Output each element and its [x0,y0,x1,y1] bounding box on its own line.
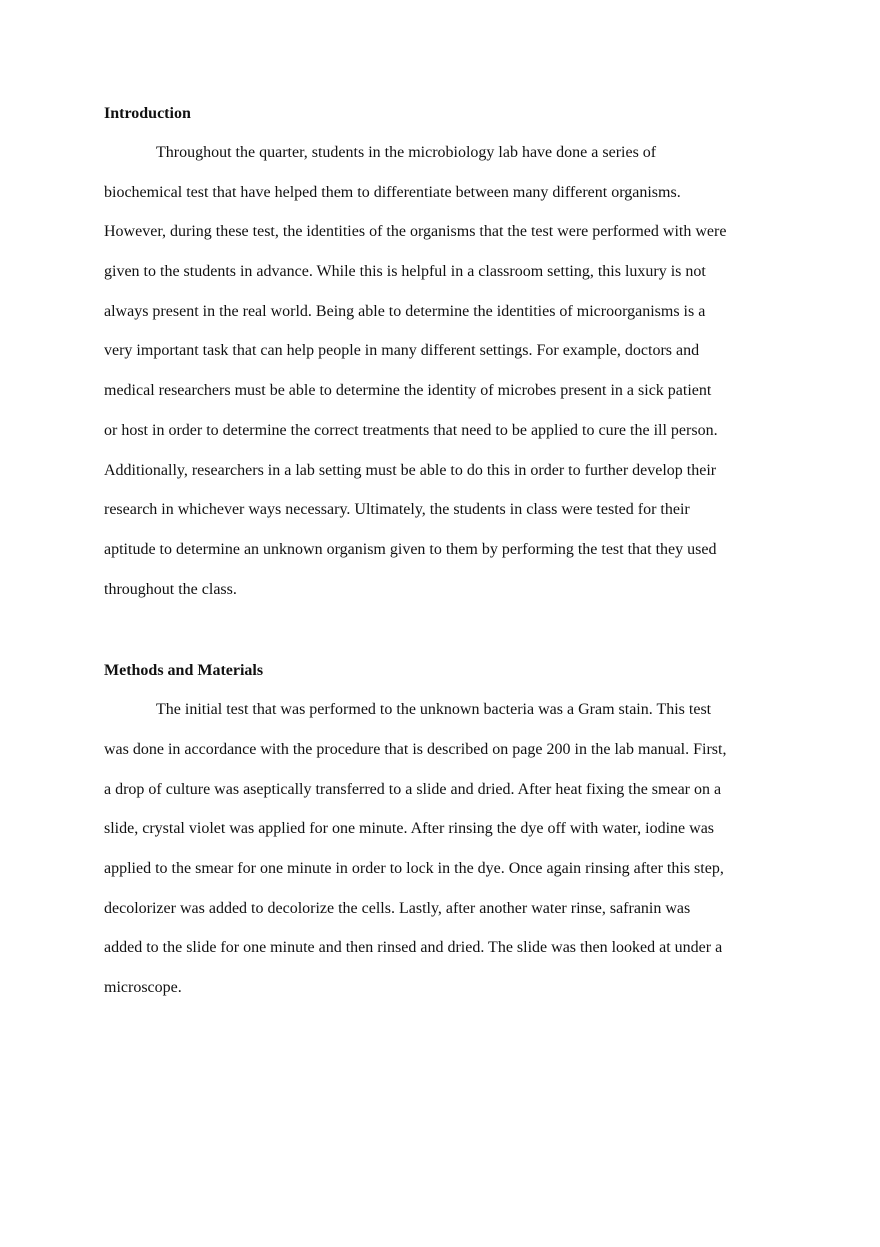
text-line: very important task that can help people in many different settings. For example, doctors and [104,342,700,360]
text-line: always present in the real world. Being able to determine the identities of microorganisms is a [104,302,706,320]
text-line: Throughout the quarter, students in the microbiology lab have done a series of [156,144,657,161]
text-line: biochemical test that have helped them to differentiate between many different organisms. [104,183,681,201]
text-line: The initial test that was performed to the unknown bacteria was a Gram stain. This test [156,701,712,719]
text-line: was done in accordance with the procedure that is described on page 200 in the lab manual. First, [104,740,727,758]
text-line: applied to the smear for one minute in order to lock in the dye. Once again rinsing after this step, [104,860,724,877]
text-line: given to the students in advance. While this is helpful in a classroom setting, this luxury is not [104,263,706,281]
text-line: slide, crystal violet was applied for one minute. After rinsing the dye off with water, iodine was [104,820,715,838]
section-heading: Methods and Materials [104,662,264,680]
text-line: or host in order to determine the correct treatments that need to be applied to cure the ill person. [104,421,718,439]
text-line: aptitude to determine an unknown organism given to them by performing the test that they used [104,540,717,558]
text-line: Additionally, researchers in a lab setting must be able to do this in order to further develop their [104,461,717,479]
text-line: throughout the class. [104,580,237,598]
document-body [104,102,780,1016]
section-methods-and-materials [104,659,780,1016]
paragraph [104,126,780,617]
section-introduction [104,102,780,617]
text-line: added to the slide for one minute and then rinsed and dried. The slide was then looked at under a [104,939,723,957]
text-line: research in whichever ways necessary. Ultimately, the students in class were tested for their [104,501,690,519]
text-line: decolorizer was added to decolorize the cells. Lastly, after another water rinse, safranin was [104,899,691,917]
text-line: However, during these test, the identities of the organisms that the test were performed with were [104,223,727,241]
paragraph [104,683,780,1016]
text-line: medical researchers must be able to determine the identity of microbes present in a sick patient [104,382,712,400]
text-line: a drop of culture was aseptically transferred to a slide and dried. After heat fixing the smear on a [104,780,722,798]
text-line: microscope. [104,979,182,997]
section-heading: Introduction [104,105,191,122]
